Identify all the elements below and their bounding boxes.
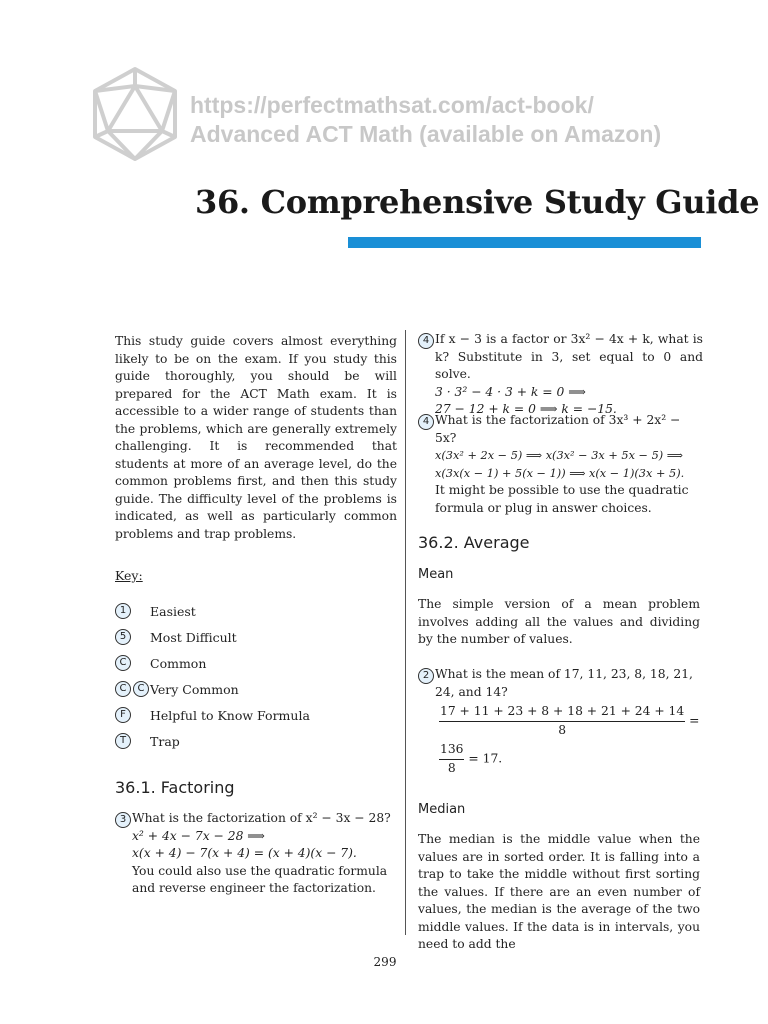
key-text: Helpful to Know Formula	[150, 707, 310, 723]
icosahedron-logo-icon	[90, 66, 180, 162]
watermark-url: https://perfectmathsat.com/act-book/	[190, 92, 594, 118]
subheading-mean: Mean	[418, 567, 454, 582]
fraction-numerator: 136	[439, 741, 464, 760]
solution-note: It might be possible to use the quadratic formula or plug in answer choices.	[435, 483, 689, 515]
problem-question: What is the factorization of 3x³ + 2x² − 5x?	[435, 413, 681, 445]
key-text: Easiest	[150, 603, 196, 619]
fraction-denominator: 8	[558, 722, 567, 737]
solution-line: x(3x(x − 1) + 5(x − 1)) ⟹ x(x − 1)(3x + 5).	[435, 466, 685, 480]
key-row-most-difficult	[115, 627, 237, 647]
difficulty-badge: 4	[418, 414, 434, 430]
mean-equation-2	[435, 741, 703, 777]
chapter-title: 36. Comprehensive Study Guide	[195, 183, 760, 221]
solution-line: x(3x² + 2x − 5) ⟹ x(3x² − 3x + 5x − 5) ⟹	[435, 449, 683, 462]
subheading-median: Median	[418, 802, 466, 817]
mean-equation-1	[435, 703, 703, 739]
key-row-trap	[115, 731, 180, 751]
problem-factoring-1	[115, 810, 400, 898]
difficulty-badge: 2	[418, 668, 434, 684]
sum-fraction	[439, 703, 685, 739]
fraction-numerator: 17 + 11 + 23 + 8 + 18 + 21 + 24 + 14	[439, 703, 685, 722]
problem-mean	[418, 666, 703, 777]
section-heading-factoring: 36.1. Factoring	[115, 778, 235, 797]
section-heading-average: 36.2. Average	[418, 533, 530, 552]
problem-question: If x − 3 is a factor or 3x² − 4x + k, what is k? Substitute in 3, set equal to 0 and solve.	[435, 332, 703, 381]
common-badge: C	[115, 655, 131, 671]
common-badge: C	[133, 681, 149, 697]
formula-badge: F	[115, 707, 131, 723]
solution-line: x² + 4x − 7x − 28 ⟹	[132, 828, 265, 843]
difficulty-badge: 3	[115, 812, 131, 828]
key-row-formula	[115, 705, 310, 725]
key-text: Most Difficult	[150, 629, 237, 645]
equals-sign: =	[689, 713, 700, 728]
key-text: Trap	[150, 733, 180, 749]
key-label: Key:	[115, 568, 143, 583]
solution-note: You could also use the quadratic formula and reverse engineer the factorization.	[132, 863, 388, 895]
fraction-denominator: 8	[447, 760, 456, 775]
title-accent-bar	[348, 237, 701, 248]
problem-factoring-cubic	[418, 412, 703, 517]
median-paragraph: The median is the middle value when the values are in sorted order. It is falling into a trap to take the middle without first sorting the values. If there are an even number of values, the median is the average of the two middle values. If the data is in intervals, you need to add the	[418, 832, 700, 951]
key-row-easiest	[115, 601, 196, 621]
key-text: Very Common	[150, 681, 239, 697]
key-row-common	[115, 653, 207, 673]
result-fraction	[439, 741, 464, 777]
watermark-book: Advanced ACT Math (available on Amazon)	[190, 121, 662, 147]
intro-paragraph: This study guide covers almost everything likely to be on the exam. If you study this guide thoroughly, you should be will prepared for the ACT Math exam. It is accessible to a wider range of students than the problems, which are generally extremely challenging. It is recommended that students at more of an average level, do the common problems first, and then this study guide. The difficulty level of the problems is indicated, as well as particularly common problems and trap problems.	[115, 334, 397, 541]
solution-line: 27 − 12 + k = 0 ⟹ k = −15.	[435, 402, 617, 416]
problem-question: What is the mean of 17, 11, 23, 8, 18, 21, 24, and 14?	[435, 667, 693, 699]
page-number: 299	[373, 955, 397, 969]
solution-line: x(x + 4) − 7(x + 4) = (x + 4)(x − 7).	[132, 846, 357, 860]
trap-badge: T	[115, 733, 131, 749]
problem-factor-k	[418, 331, 703, 419]
difficulty-badge: 1	[115, 603, 131, 619]
mean-paragraph: The simple version of a mean problem involves adding all the values and dividing by the number of values.	[418, 597, 700, 646]
key-row-very-common	[115, 679, 239, 699]
column-divider	[405, 330, 406, 935]
result-text: = 17.	[468, 751, 503, 766]
common-badge: C	[115, 681, 131, 697]
difficulty-badge: 4	[418, 333, 434, 349]
key-text: Common	[150, 655, 207, 671]
solution-line: 3 · 3² − 4 · 3 + k = 0 ⟹	[435, 384, 586, 399]
problem-question: What is the factorization of x² − 3x − 28?	[132, 811, 391, 825]
difficulty-badge: 5	[115, 629, 131, 645]
